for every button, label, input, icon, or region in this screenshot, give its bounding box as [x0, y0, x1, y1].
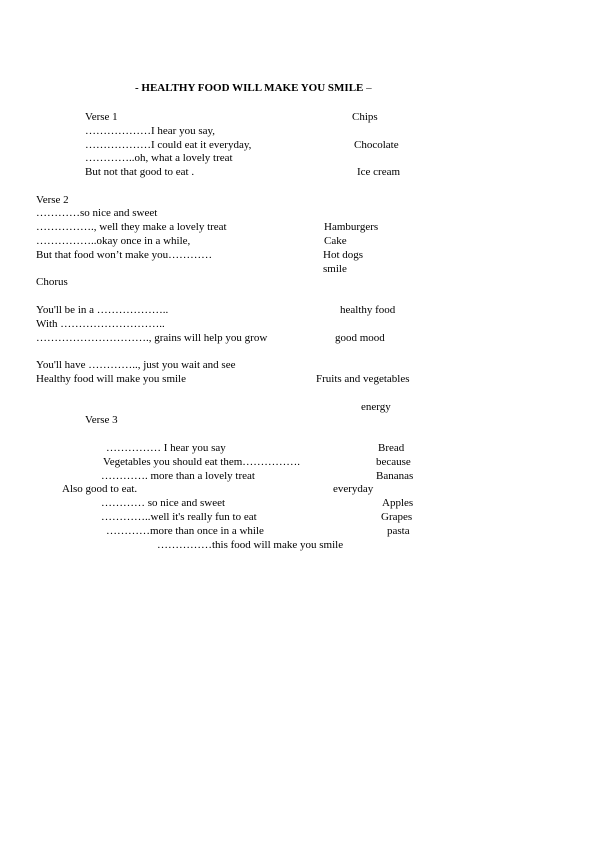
word-bank-item: smile	[323, 263, 347, 275]
verse3-line: …………… I hear you say	[106, 442, 226, 454]
title-trailing-dash: –	[363, 82, 372, 94]
word-bank-item: because	[376, 456, 411, 468]
word-bank-item: Chips	[352, 111, 378, 123]
word-bank-item: good mood	[335, 332, 385, 344]
word-bank-item: Apples	[382, 497, 414, 509]
word-bank-item: Bread	[378, 442, 405, 454]
verse3-line: Also good to eat.	[62, 483, 138, 495]
verse3-line: ……………this food will make you smile	[157, 539, 344, 551]
verse3-line: …………more than once in a while	[106, 525, 264, 537]
word-bank-item: Hot dogs	[323, 249, 364, 261]
chorus-heading: Chorus	[36, 276, 68, 288]
chorus-line: With ………………………..	[36, 318, 165, 330]
verse1-heading: Verse 1	[85, 111, 118, 123]
word-bank-item: Grapes	[381, 511, 413, 523]
verse2-line: But that food won’t make you…………	[36, 249, 213, 261]
word-bank-item: everyday	[333, 483, 374, 495]
verse1-line: …………..oh, what a lovely treat	[85, 152, 233, 164]
chorus-line: You'll have ………….., just you wait and see	[36, 359, 236, 371]
worksheet-title	[135, 82, 372, 95]
verse3-line: Vegetables you should eat them…………….	[103, 456, 301, 468]
word-bank-item: Chocolate	[354, 139, 399, 151]
verse1-line: But not that good to eat .	[85, 166, 195, 178]
word-bank-item: energy	[361, 401, 391, 413]
verse2-line: ……………., well they make a lovely treat	[36, 221, 227, 233]
title-text: - HEALTHY FOOD WILL MAKE YOU SMILE	[135, 82, 364, 94]
chorus-line: You'll be in a ………………..	[36, 304, 169, 316]
word-bank-item: Ice cream	[357, 166, 401, 178]
verse2-line: ……………..okay once in a while,	[36, 235, 191, 247]
word-bank-item: healthy food	[340, 304, 396, 316]
chorus-line: …………………………., grains will help you grow	[36, 332, 268, 344]
word-bank-item: Bananas	[376, 470, 414, 482]
word-bank-item: Hamburgers	[324, 221, 379, 233]
verse3-line: …………..well it's really fun to eat	[101, 511, 257, 523]
verse3-line: …………. more than a lovely treat	[101, 470, 255, 482]
word-bank-item: Fruits and vegetables	[316, 373, 410, 385]
verse1-line: ………………I hear you say,	[85, 125, 216, 137]
word-bank-item: pasta	[387, 525, 410, 537]
verse3-heading: Verse 3	[85, 414, 118, 426]
chorus-line: Healthy food will make you smile	[36, 373, 186, 385]
verse2-line: …………so nice and sweet	[36, 207, 158, 219]
word-bank-item: Cake	[324, 235, 347, 247]
verse2-heading: Verse 2	[36, 194, 69, 206]
verse1-line: ………………I could eat it everyday,	[85, 139, 252, 151]
verse3-line: ………… so nice and sweet	[101, 497, 226, 509]
